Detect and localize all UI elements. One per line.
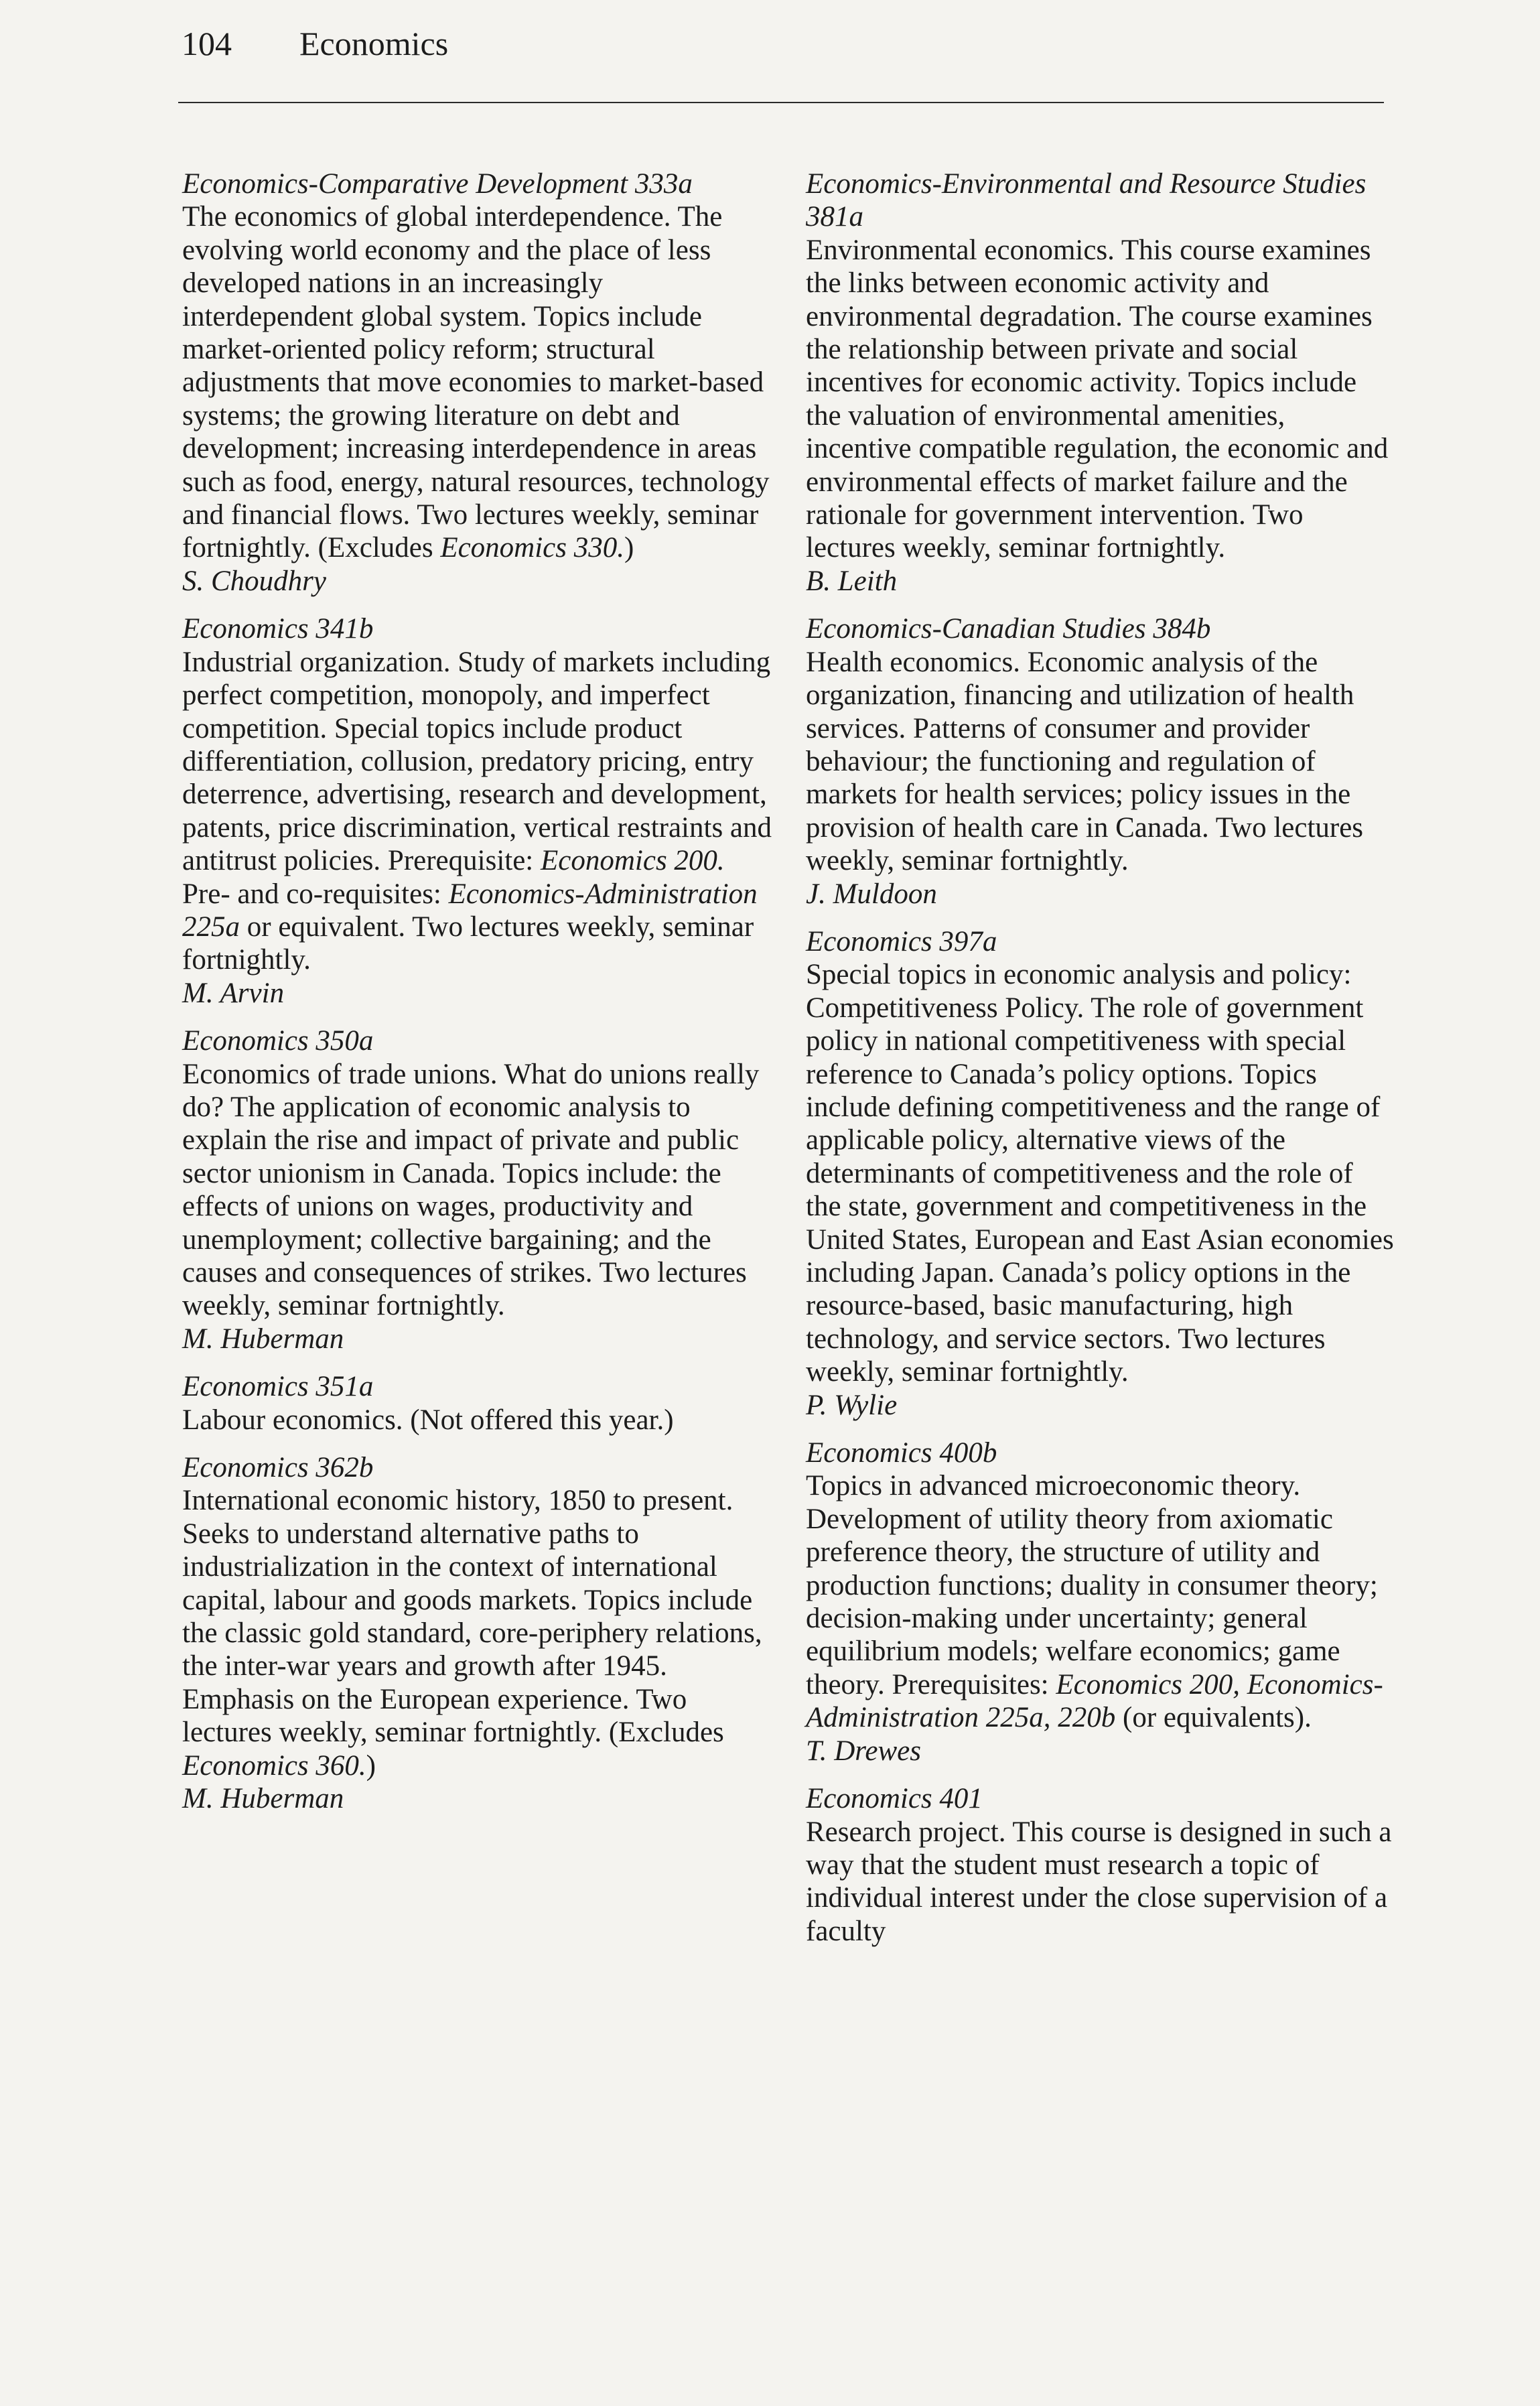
course-title: Economics 400b [806, 1437, 997, 1469]
page-number: 104 [182, 25, 232, 62]
description-text: International economic history, 1850 to present. Seeks to understand alternative paths to industrialization in the context of international capital, labour and goods markets. Topics include the classic gold standard, core-periphery relations, the inter-war years and growth after 1945. Emphasis on the European experience. Two lectures weekly, seminar fortnightly. (Excludes [182, 1485, 762, 1749]
description-text: Economics of trade unions. What do unions really do? The application of economic analysis to explain the rise and impact of private and public sector unionism in Canada. Topics include: the effects of unions on wages, productivity and unemployment; collective bargaining; and the causes and consequences of strikes. Two lectures weekly, seminar fortnightly. [182, 1058, 760, 1322]
course-title: Economics 341b [182, 613, 374, 645]
right-column [806, 168, 1395, 1962]
description-text: ) [624, 532, 634, 564]
course-description [806, 1469, 1395, 1734]
course-description [806, 1816, 1395, 1948]
description-text: Labour economics. (Not offered this year.) [182, 1404, 674, 1436]
course-reference: Economics-Administration 225a [182, 878, 758, 943]
course-entry [806, 612, 1395, 911]
course-entry [806, 925, 1395, 1422]
description-text: Health economics. Economic analysis of the organization, financing and utilization of health services. Patterns of consumer and provider behaviour; the functioning and regulation of markets for health services; policy issues in the provision of health care in Canada. Two lectures weekly, seminar fortnightly. [806, 646, 1364, 877]
description-text: Industrial organization. Study of markets including perfect competition, monopoly, and imperfect competition. Special topics include product differentiation, collusion, predatory pricing, entry deterrence, advertising, research and development, patents, price discrimination, vertical restraints and antitrust policies. Prerequisite: [182, 646, 772, 877]
course-instructor: T. Drewes [806, 1735, 921, 1767]
course-title: Economics-Comparative Development 333a [182, 168, 693, 200]
description-text: Pre- and co-requisites: [182, 878, 449, 910]
description-text: (or equivalents). [1115, 1702, 1312, 1734]
course-description [806, 958, 1395, 1388]
course-reference: Economics 200, Economics-Administration 225a, 220b [806, 1668, 1383, 1734]
course-description [182, 1404, 772, 1436]
page-header [182, 20, 448, 67]
course-instructor: S. Choudhry [182, 565, 326, 597]
description-text: Topics in advanced microeconomic theory. Development of utility theory from axiomatic preference theory, the structure of utility and production functions; duality in consumer theory; decision-making under uncertainty; general equilibrium models; welfare economics; game theory. Prerequisites: [806, 1470, 1378, 1700]
course-entry [806, 168, 1395, 598]
course-title: Economics 351a [182, 1371, 374, 1403]
course-entry [806, 1782, 1395, 1948]
course-description [182, 646, 772, 977]
course-description [182, 1058, 772, 1323]
course-title: Economics 401 [806, 1783, 983, 1815]
header-rule [178, 102, 1384, 103]
course-title: Economics 350a [182, 1025, 374, 1057]
course-instructor: M. Huberman [182, 1783, 344, 1815]
course-title: Economics-Environmental and Resource Studies 381a [806, 168, 1367, 233]
description-text: The economics of global interdependence. The evolving world economy and the place of less developed nations in an increasingly interdependent global system. Topics include market-oriented policy reform; structural adjustments that move economies to market-based systems; the growing literature on debt and development; increasing interdependence in areas such as food, energy, natural resources, technology and financial flows. Two lectures weekly, seminar fortnightly. (Excludes [182, 201, 770, 564]
course-reference: Economics 360. [182, 1749, 366, 1782]
course-entry [182, 1024, 772, 1355]
description-text: ) [366, 1749, 376, 1782]
course-entry [182, 168, 772, 598]
course-description [806, 646, 1395, 878]
course-reference: Economics 330. [440, 532, 624, 564]
course-instructor: J. Muldoon [806, 878, 937, 910]
section-title: Economics [299, 25, 449, 62]
course-entry [182, 612, 772, 1010]
course-instructor: P. Wylie [806, 1389, 898, 1421]
description-text: Environmental economics. This course examines the links between economic activity and environmental degradation. The course examines the relationship between private and social incentives for economic activity. Topics include the valuation of environmental amenities, incentive compatible regulation, the economic and environmental effects of market failure and the rationale for government intervention. Two lectures weekly, seminar fortnightly. [806, 234, 1389, 564]
course-title: Economics 362b [182, 1452, 374, 1484]
course-title: Economics 397a [806, 925, 997, 957]
course-entry [182, 1370, 772, 1436]
course-instructor: M. Arvin [182, 977, 285, 1009]
course-description [182, 200, 772, 564]
left-column [182, 168, 772, 1830]
description-text: or equivalent. Two lectures weekly, seminar fortnightly. [182, 911, 754, 976]
course-instructor: B. Leith [806, 565, 898, 597]
course-description [806, 234, 1395, 565]
course-title: Economics-Canadian Studies 384b [806, 613, 1211, 645]
course-instructor: M. Huberman [182, 1323, 344, 1355]
description-text: Research project. This course is designed in such a way that the student must research a topic of individual interest under the close supervision of a faculty [806, 1816, 1392, 1947]
course-entry [806, 1436, 1395, 1767]
course-description [182, 1484, 772, 1782]
course-entry [182, 1451, 772, 1815]
description-text: Special topics in economic analysis and policy: Competitiveness Policy. The role of government policy in national competitiveness with special reference to Canada’s policy options. Topics include defining competitiveness and the range of applicable policy, alternative views of the determinants of competitiveness and the role of the state, government and competitiveness in the United States, European and East Asian economies including Japan. Canada’s policy options in the resource-based, basic manufacturing, high technology, and service sectors. Two lectures weekly, seminar fortnightly. [806, 959, 1394, 1388]
course-reference: Economics 200. [541, 845, 725, 877]
